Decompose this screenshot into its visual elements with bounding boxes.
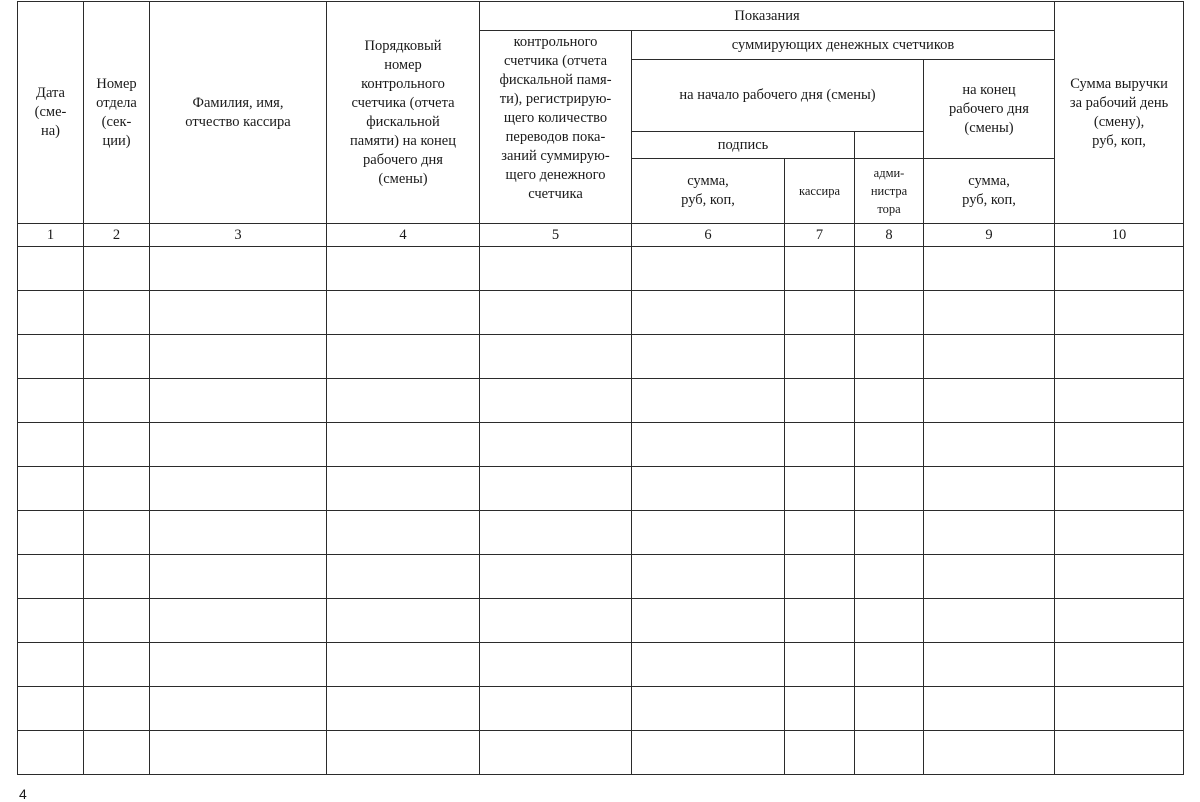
empty-cell (632, 687, 785, 731)
table-row (18, 467, 1184, 511)
empty-cell (855, 511, 924, 555)
empty-cell (480, 599, 632, 643)
header-control-counter: контрольного счетчика (отчета фискальной памя- ти), регистрирую- щего количество переводов пока- заний суммирую- щего денежного счетчика (480, 31, 632, 224)
empty-cell (924, 599, 1055, 643)
empty-cell (785, 335, 855, 379)
table-row (18, 335, 1184, 379)
empty-cell (84, 291, 150, 335)
header-signature: подпись (632, 132, 855, 159)
empty-cell (855, 291, 924, 335)
empty-cell (84, 555, 150, 599)
table-row (18, 599, 1184, 643)
table-row (18, 643, 1184, 687)
column-number: 1 (18, 224, 84, 247)
empty-cell (327, 467, 480, 511)
empty-cell (785, 379, 855, 423)
page-number: 4 (19, 786, 27, 802)
empty-cell (480, 423, 632, 467)
empty-cell (327, 731, 480, 775)
empty-cell (18, 335, 84, 379)
empty-cell (924, 335, 1055, 379)
empty-cell (632, 599, 785, 643)
empty-cell (18, 687, 84, 731)
header-sum-end: сумма, руб, коп, (924, 159, 1055, 224)
empty-cell (18, 467, 84, 511)
empty-cell (924, 247, 1055, 291)
empty-cell (18, 291, 84, 335)
empty-cell (924, 291, 1055, 335)
table-row (18, 247, 1184, 291)
empty-cell (785, 731, 855, 775)
table-row (18, 731, 1184, 775)
empty-cell (855, 599, 924, 643)
empty-cell (84, 643, 150, 687)
empty-cell (150, 423, 327, 467)
header-cashier-name: Фамилия, имя, отчество кассира (150, 2, 327, 224)
header-end-of-day: на конец рабочего дня (смены) (924, 60, 1055, 159)
empty-cell (1055, 423, 1184, 467)
empty-cell (480, 335, 632, 379)
table-row (18, 291, 1184, 335)
empty-cell (785, 687, 855, 731)
empty-cell (327, 335, 480, 379)
empty-cell (480, 379, 632, 423)
table-row (18, 423, 1184, 467)
empty-cell (480, 687, 632, 731)
empty-cell (18, 555, 84, 599)
empty-cell (1055, 379, 1184, 423)
empty-cell (327, 511, 480, 555)
empty-cell (150, 335, 327, 379)
empty-cell (84, 731, 150, 775)
empty-cell (924, 731, 1055, 775)
empty-cell (84, 511, 150, 555)
header-department: Номер отдела (сек- ции) (84, 2, 150, 224)
empty-cell (785, 599, 855, 643)
empty-cell (1055, 555, 1184, 599)
empty-cell (84, 423, 150, 467)
column-number: 5 (480, 224, 632, 247)
header-summing-counters: суммирующих денежных счетчиков (632, 31, 1055, 60)
header-administrator: адми- нистра тора (855, 159, 924, 224)
empty-cell (924, 423, 1055, 467)
empty-cell (785, 423, 855, 467)
empty-cell (1055, 467, 1184, 511)
empty-cell (855, 687, 924, 731)
empty-cell (327, 379, 480, 423)
empty-cell (632, 379, 785, 423)
empty-cell (785, 247, 855, 291)
table-row (18, 379, 1184, 423)
empty-cell (632, 247, 785, 291)
empty-cell (150, 511, 327, 555)
column-number: 9 (924, 224, 1055, 247)
empty-cell (632, 643, 785, 687)
empty-cell (480, 467, 632, 511)
empty-cell (327, 291, 480, 335)
empty-cell (855, 247, 924, 291)
empty-cell (924, 643, 1055, 687)
empty-cell (150, 599, 327, 643)
empty-cell (480, 247, 632, 291)
header-readings: Показания (480, 2, 1055, 31)
empty-cell (632, 511, 785, 555)
empty-cell (855, 731, 924, 775)
empty-cell (1055, 599, 1184, 643)
empty-cell (632, 423, 785, 467)
empty-cell (855, 643, 924, 687)
column-number: 6 (632, 224, 785, 247)
empty-cell (924, 511, 1055, 555)
empty-cell (18, 247, 84, 291)
empty-cell (632, 555, 785, 599)
empty-cell (785, 511, 855, 555)
column-number-row (18, 224, 1184, 247)
empty-cell (480, 643, 632, 687)
column-number: 10 (1055, 224, 1184, 247)
empty-cell (18, 379, 84, 423)
empty-cell (327, 599, 480, 643)
empty-cell (1055, 247, 1184, 291)
column-number: 8 (855, 224, 924, 247)
empty-cell (1055, 687, 1184, 731)
column-number: 7 (785, 224, 855, 247)
empty-cell (18, 423, 84, 467)
empty-cell (150, 731, 327, 775)
column-number: 4 (327, 224, 480, 247)
header-date: Дата (сме- на) (18, 2, 84, 224)
empty-cell (785, 291, 855, 335)
empty-cell (1055, 291, 1184, 335)
empty-cell (18, 643, 84, 687)
empty-cell (18, 599, 84, 643)
empty-cell (855, 379, 924, 423)
header-control-counter-number: Порядковый номер контрольного счетчика (отчета фискальной памяти) на конец рабочего дня (смены) (327, 2, 480, 224)
empty-cell (327, 423, 480, 467)
empty-cell (1055, 335, 1184, 379)
empty-cell (150, 467, 327, 511)
empty-cell (150, 555, 327, 599)
empty-cell (785, 467, 855, 511)
empty-cell (150, 247, 327, 291)
empty-cell (1055, 511, 1184, 555)
empty-cell (480, 511, 632, 555)
empty-cell (327, 247, 480, 291)
cash-register-form-table (17, 1, 1184, 775)
empty-cell (855, 467, 924, 511)
empty-cell (84, 247, 150, 291)
empty-cell (855, 335, 924, 379)
empty-cell (855, 555, 924, 599)
table-row (18, 511, 1184, 555)
empty-cell (924, 687, 1055, 731)
empty-cell (1055, 731, 1184, 775)
empty-cell (150, 687, 327, 731)
empty-cell (327, 687, 480, 731)
empty-cell (84, 599, 150, 643)
empty-cell (150, 643, 327, 687)
header-sum-start: сумма, руб, коп, (632, 159, 785, 224)
empty-cell (84, 379, 150, 423)
empty-cell (150, 379, 327, 423)
empty-cell (785, 555, 855, 599)
empty-cell (632, 731, 785, 775)
empty-cell (480, 731, 632, 775)
empty-cell (84, 467, 150, 511)
empty-cell (632, 335, 785, 379)
header-revenue: Сумма выручки за рабочий день (смену), руб, коп, (1055, 2, 1184, 224)
empty-cell (924, 555, 1055, 599)
empty-cell (1055, 643, 1184, 687)
column-number: 3 (150, 224, 327, 247)
empty-cell (632, 291, 785, 335)
table-row (18, 687, 1184, 731)
empty-cell (480, 555, 632, 599)
empty-cell (18, 731, 84, 775)
header-start-of-day: на начало рабочего дня (смены) (632, 60, 924, 132)
empty-cell (855, 423, 924, 467)
empty-cell (924, 379, 1055, 423)
empty-cell (924, 467, 1055, 511)
empty-cell (150, 291, 327, 335)
empty-cell (632, 467, 785, 511)
empty-cell (480, 291, 632, 335)
empty-cell (785, 643, 855, 687)
empty-cell (327, 555, 480, 599)
column-number: 2 (84, 224, 150, 247)
empty-cell (84, 335, 150, 379)
table-row (18, 555, 1184, 599)
empty-cell (18, 511, 84, 555)
empty-cell (327, 643, 480, 687)
empty-cell (84, 687, 150, 731)
header-cashier: кассира (785, 159, 855, 224)
